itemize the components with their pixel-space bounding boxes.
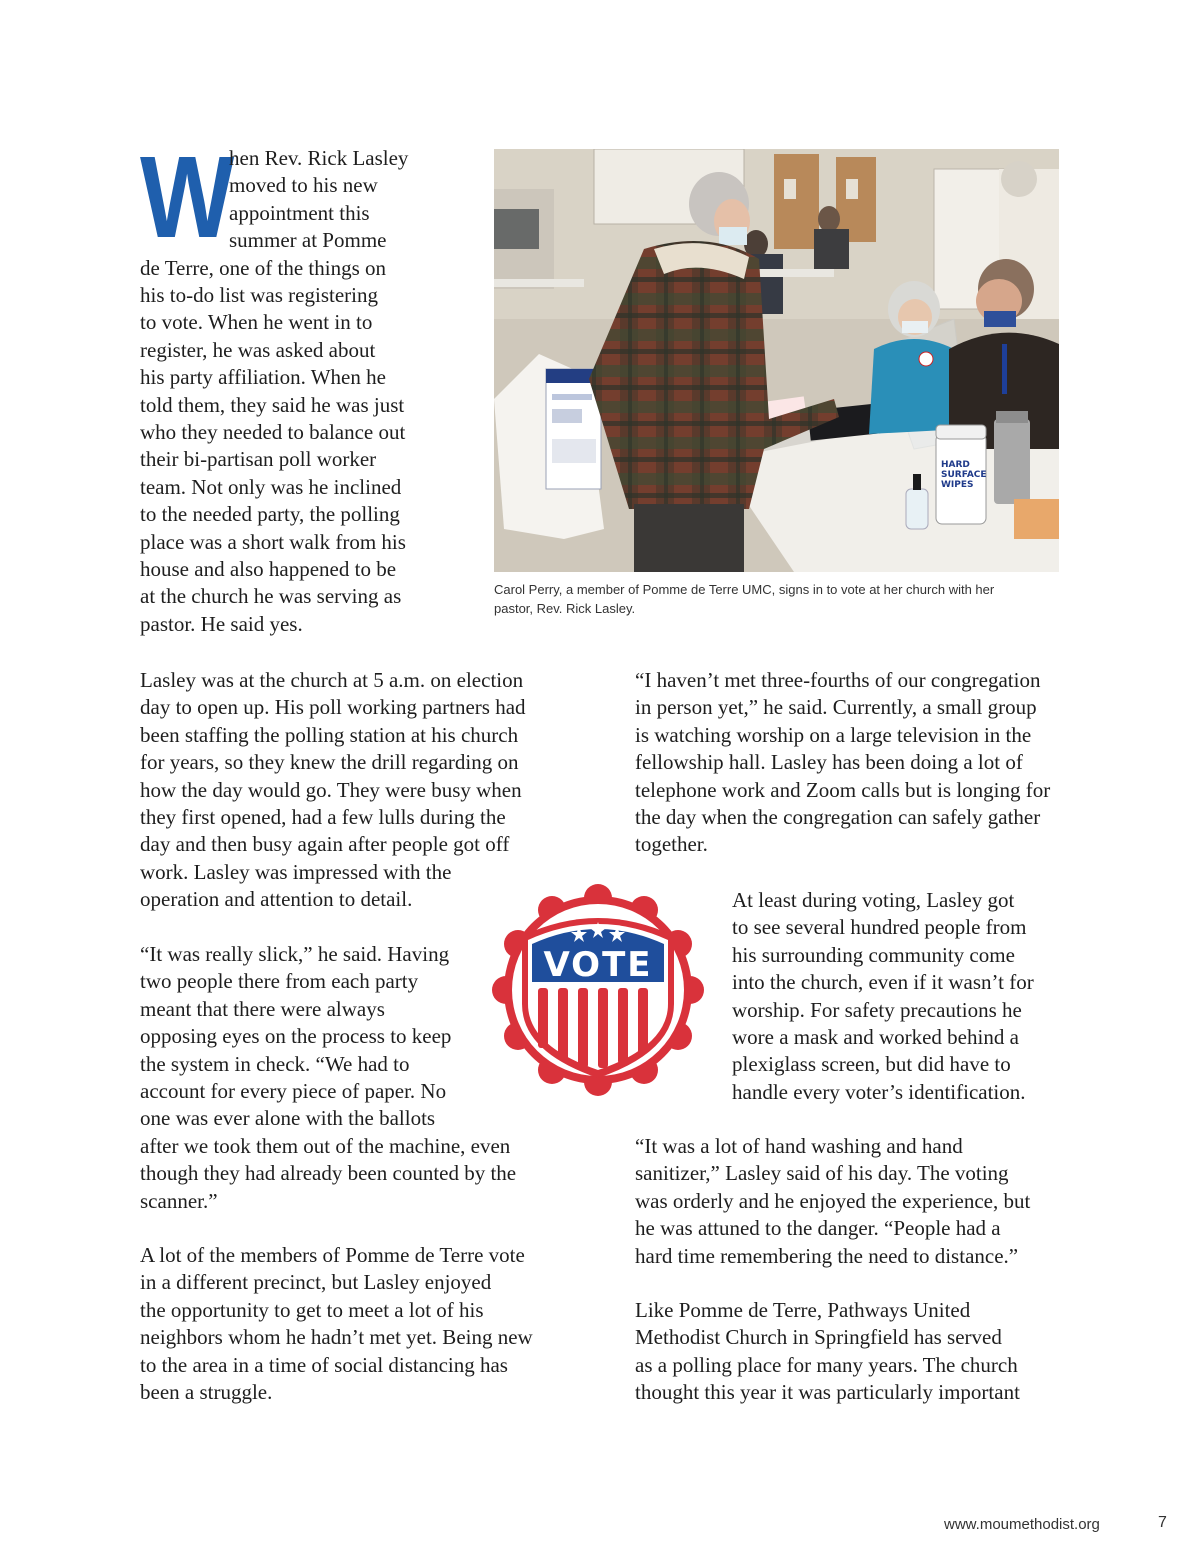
- left-paragraph-2-wrapped: “It was really slick,” he said. Having two people there from each party meant that there were always opposing eyes on the process to keep the system in check. “We had to account for every piece of paper. No one was ever alone with the ballots: [140, 942, 452, 1131]
- vote-text: VOTE: [543, 945, 653, 985]
- footer-url[interactable]: www.moumethodist.org: [944, 1516, 1100, 1533]
- vote-badge: [492, 884, 704, 1096]
- left-paragraph-1: Lasley was at the church at 5 a.m. on election day to open up. His poll working partners had been staffing the polling station at his church for years, so they knew the drill regarding on how the day would go. They were busy when they first opened, had a few lulls during the day and then busy again after people got off work. Lasley was impressed with the operation and attention to detail.: [140, 668, 526, 912]
- intro-paragraph-indented: hen Rev. Rick Lasley moved to his new appointment this summer at Pomme: [229, 146, 409, 253]
- right-paragraph-4: Like Pomme de Terre, Pathways United Methodist Church in Springfield has served as a polling place for many years. The church thought this year it was particularly important: [635, 1298, 1020, 1405]
- photo-caption: Carol Perry, a member of Pomme de Terre UMC, signs in to vote at her church with her pastor, Rev. Rick Lasley.: [494, 582, 995, 616]
- polling-photo: [494, 149, 1059, 572]
- right-paragraph-2-wrapped: At least during voting, Lasley got to see several hundred people from his surrounding community come into the church, even if it wasn’t for worship. For safety precautions he wore a mask and worked behind a plexiglass screen, but did have to handle every voter’s identification.: [732, 888, 1034, 1104]
- left-paragraph-2-continued: after we took them out of the machine, even though they had already been counted by the scanner.”: [140, 1133, 517, 1213]
- page-number: 7: [1158, 1514, 1167, 1531]
- wipes-label: HARD SURFACE WIPES: [941, 460, 987, 490]
- right-paragraph-1: “I haven’t met three-fourths of our congregation in person yet,” he said. Currently, a small group is watching worship on a large television in the fellowship hall. Lasley has been doing a lot of telephone work and Zoom calls but is longing for the day when the congregation can safely gather together.: [635, 668, 1051, 857]
- left-paragraph-3: A lot of the members of Pomme de Terre vote in a different precinct, but Lasley enjoyed the opportunity to get to meet a lot of his neighbors whom he hadn’t met yet. Being new to the area in a time of social distancing has been a struggle.: [140, 1243, 533, 1405]
- drop-cap: W: [140, 132, 233, 262]
- right-paragraph-3: “It was a lot of hand washing and hand sanitizer,” Lasley said of his day. The voting was orderly and he enjoyed the experience, but he was attuned to the danger. “People had a hard time remembering the need to distance.”: [635, 1134, 1031, 1268]
- intro-paragraph: de Terre, one of the things on his to-do list was registering to vote. When he went in to register, he was asked about his party affiliation. When he told them, they said he was just who they needed to balance out their bi-partisan poll worker team. Not only was he inclined to the needed party, the polling place was a short walk from his house and also happened to be at the church he was serving as pastor. He said yes.: [140, 255, 406, 636]
